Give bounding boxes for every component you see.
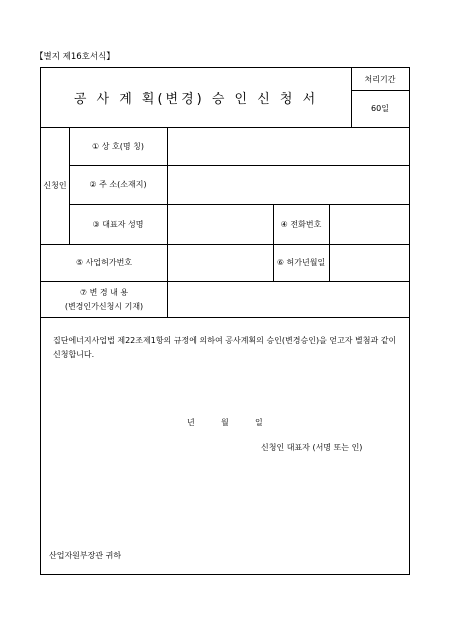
change-details-note: (변경인가신청시 기재) xyxy=(64,301,144,311)
divider xyxy=(41,317,409,318)
representative-label: ③ 대표자 성명 xyxy=(92,219,144,229)
form-title: 공 사 계 획(변경) 승 인 신 청 서 xyxy=(73,92,319,107)
permit-date-label: ⑥ 허가년월일 xyxy=(276,258,326,267)
application-form xyxy=(40,67,410,575)
date-month: 월 xyxy=(221,418,229,427)
phone-field[interactable] xyxy=(329,204,409,244)
business-permit-field[interactable] xyxy=(167,244,273,281)
trade-name-label: ① 상 호(명 칭) xyxy=(92,141,144,151)
business-permit-label: ⑤ 사업허가번호 xyxy=(75,258,133,267)
change-details-label: ⑦ 변 경 내 용 xyxy=(79,287,129,297)
address-field[interactable] xyxy=(167,165,409,204)
addressee: 산업자원부장관 귀하 xyxy=(49,551,122,560)
processing-period-value: 60일 xyxy=(371,104,389,113)
application-statement: 집단에너지사업법 제22조제1항의 규정에 의하여 공사계획의 승인(변경승인)을 얻고자 별첨과 같이 신청합니다. xyxy=(53,336,397,359)
form-number: 【별지 제16호서식】 xyxy=(35,52,115,62)
address-label: ② 주 소(소재지) xyxy=(89,180,147,189)
applicant-signature: 신청인 대표자 (서명 또는 인) xyxy=(261,443,363,452)
permit-date-field[interactable] xyxy=(329,244,409,281)
date-day: 일 xyxy=(255,418,263,427)
date-year: 년 xyxy=(187,418,195,427)
change-details-label-cell xyxy=(41,281,167,317)
processing-period-label: 처리기간 xyxy=(364,74,396,84)
representative-field[interactable] xyxy=(167,204,273,244)
phone-label: ④ 전화번호 xyxy=(280,219,322,229)
divider xyxy=(167,127,168,244)
trade-name-field[interactable] xyxy=(167,127,409,165)
applicant-label: 신청인 xyxy=(43,181,67,190)
change-details-field[interactable] xyxy=(167,281,409,317)
